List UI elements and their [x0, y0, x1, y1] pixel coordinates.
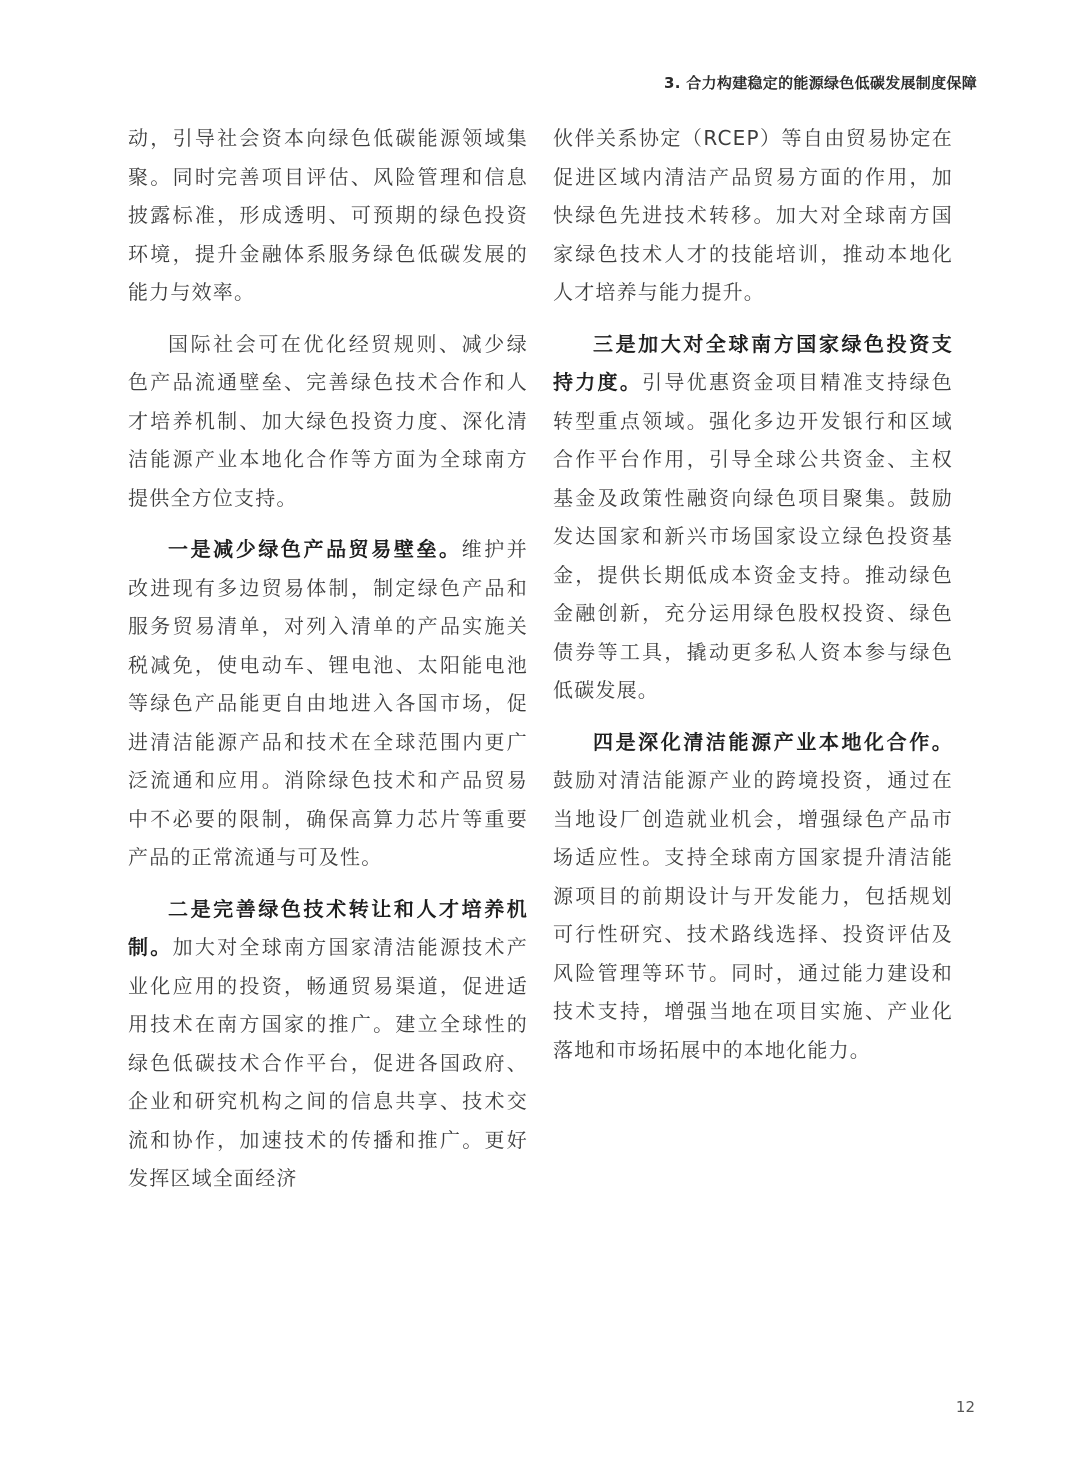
- running-header: 3. 合力构建稳定的能源绿色低碳发展制度保障: [664, 74, 977, 92]
- point-one-body: 维护并改进现有多边贸易体制，制定绿色产品和服务贸易清单，对列入清单的产品实施关税减免，使电动车、锂电池、太阳能电池等绿色产品能更自由地进入各国市场，促进清洁能源产品和技术在全球范围内更广泛流通和应用。消除绿色技术和产品贸易中不必要的限制，确保高算力芯片等重要产品的正常流通与可及性。: [128, 537, 528, 869]
- point-three-heading: 三是加大对全球南方国家绿色投资支持力度。: [553, 331, 953, 394]
- paragraph-intro: 国际社会可在优化经贸规则、减少绿色产品流通壁垒、完善绿色技术合作和人才培养机制、加大绿色投资力度、深化清洁能源产业本地化合作等方面为全球南方提供全方位支持。: [128, 331, 528, 510]
- paragraph-point-two: [128, 890, 528, 1198]
- right-column: [553, 119, 953, 1082]
- paragraph-point-four: [553, 723, 953, 1070]
- paragraph-point-one: [128, 530, 528, 877]
- point-two-heading: 二是完善绿色技术转让和人才培养机制。: [128, 896, 528, 959]
- point-one-heading: 一是减少绿色产品贸易壁垒。: [168, 537, 462, 561]
- point-four-heading: 四是深化清洁能源产业本地化合作。: [593, 729, 953, 754]
- paragraph-continued: 动，引导社会资本向绿色低碳能源领域集聚。同时完善项目评估、风险管理和信息披露标准，形成透明、可预期的绿色投资环境，提升金融体系服务绿色低碳发展的能力与效率。: [128, 126, 528, 304]
- paragraph-point-two-continued: 伙伴关系协定（RCEP）等自由贸易协定在促进区域内清洁产品贸易方面的作用，加快绿色先进技术转移。加大对全球南方国家绿色技术人才的技能培训，推动本地化人才培养与能力提升。: [553, 126, 953, 304]
- paragraph-point-three: [553, 325, 953, 710]
- page-number: 12: [955, 1398, 975, 1416]
- point-four-body: 鼓励对清洁能源产业的跨境投资，通过在当地设厂创造就业机会，增强绿色产品市场适应性。支持全球南方国家提升清洁能源项目的前期设计与开发能力，包括规划可行性研究、技术路线选择、投资评估及风险管理等环节。同时，通过能力建设和技术支持，增强当地在项目实施、产业化落地和市场拓展中的本地化能力。: [553, 768, 953, 1062]
- point-two-body: 加大对全球南方国家清洁能源技术产业化应用的投资，畅通贸易渠道，促进适用技术在南方国家的推广。建立全球性的绿色低碳技术合作平台，促进各国政府、企业和研究机构之间的信息共享、技术交流和协作，加速技术的传播和推广。更好发挥区域全面经济: [128, 935, 529, 1190]
- point-three-body: 引导优惠资金项目精准支持绿色转型重点领域。强化多边开发银行和区域合作平台作用，引导全球公共资金、主权基金及政策性融资向绿色项目聚集。鼓励发达国家和新兴市场国家设立绿色投资基金，提供长期低成本资金支持。推动绿色金融创新，充分运用绿色股权投资、绿色债券等工具，撬动更多私人资本参与绿色低碳发展。: [553, 370, 953, 702]
- left-column: [128, 119, 528, 1211]
